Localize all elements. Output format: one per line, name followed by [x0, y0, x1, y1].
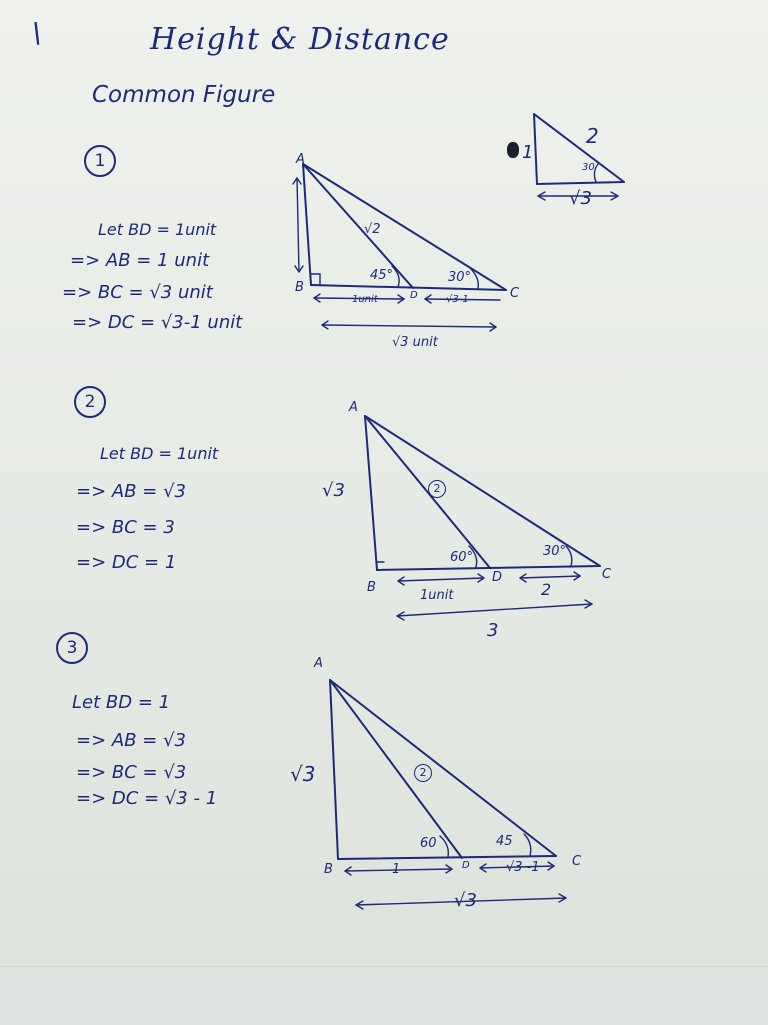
figure-2-ad-label: 2 [428, 480, 446, 498]
figure-3-step-2: => AB = √3 [76, 730, 186, 751]
figure-3-step-4: => DC = √3 - 1 [76, 788, 218, 809]
figure-3-bc-label: √3 [454, 890, 477, 911]
figure-2-vertex-b: B [367, 580, 376, 595]
figure-2-bc-label: 3 [487, 620, 499, 641]
figure-2-step-1: Let BD = 1unit [100, 444, 219, 463]
figure-2-angle-c: 30° [543, 544, 567, 559]
figure-1-step-3: => BC = √3 unit [62, 282, 213, 303]
figure-3-vertex-d: D [462, 860, 470, 871]
figure-3-number: 3 [56, 632, 88, 664]
figure-1-step-4: => DC = √3-1 unit [72, 312, 243, 333]
figure-3-ad-label: 2 [414, 764, 432, 782]
figure-1-angle-c: 30° [448, 270, 472, 285]
figure-1-number: 1 [84, 145, 116, 177]
figure-3-vertex-b: B [324, 862, 333, 877]
figure-2-dc-label: 2 [541, 580, 552, 599]
figure-3-angle-c: 45 [496, 834, 513, 849]
figure-1-ad-label: √2 [364, 222, 381, 237]
figure-3-step-3: => BC = √3 [76, 762, 187, 783]
figure-2-bd-label: 1unit [420, 588, 454, 603]
figure-1-bc-label: √3 unit [392, 335, 438, 350]
figure-2-vertex-c: C [602, 567, 612, 582]
figure-1-vertex-d: D [410, 290, 418, 301]
figure-2-step-4: => DC = 1 [76, 552, 177, 573]
reference-angle-label: 30 [582, 162, 595, 173]
figure-2-number: 2 [74, 386, 106, 418]
figure-2-angle-d: 60° [450, 550, 474, 565]
figure-2-vertex-a: A [349, 400, 358, 415]
figure-3-bd-label: 1 [392, 862, 401, 877]
figure-1-dc-label: √3-1 [446, 294, 469, 305]
corner-mark: \ [32, 16, 42, 49]
reference-height-label: 1 [522, 142, 534, 163]
reference-base-label: √3 [569, 188, 592, 209]
figure-1-angle-d: 45° [370, 268, 394, 283]
figure-1-bd-label: 1unit [352, 294, 378, 305]
figure-3-ab-label: √3 [290, 762, 316, 786]
figure-2-step-2: => AB = √3 [76, 481, 186, 502]
page-subtitle: Common Figure [92, 82, 276, 108]
figure-3-angle-d: 60 [420, 836, 437, 851]
figure-1-vertex-c: C [510, 286, 520, 301]
figure-3-vertex-c: C [572, 854, 582, 869]
figure-1-vertex-b: B [295, 280, 304, 295]
figure-3-step-1: Let BD = 1 [72, 692, 171, 713]
figure-1-step-2: => AB = 1 unit [70, 250, 210, 271]
reference-hypotenuse-label: 2 [586, 124, 599, 148]
figure-2-step-3: => BC = 3 [76, 517, 175, 538]
figure-3-vertex-a: A [314, 656, 323, 671]
figure-3-dc-label: √3 -1 [506, 860, 540, 875]
page-title: Height & Distance [150, 22, 450, 57]
figure-1-step-1: Let BD = 1unit [98, 220, 217, 239]
figure-2-vertex-d: D [492, 570, 503, 585]
figure-2-ab-label: √3 [322, 480, 345, 501]
figure-1-vertex-a: A [296, 152, 305, 167]
